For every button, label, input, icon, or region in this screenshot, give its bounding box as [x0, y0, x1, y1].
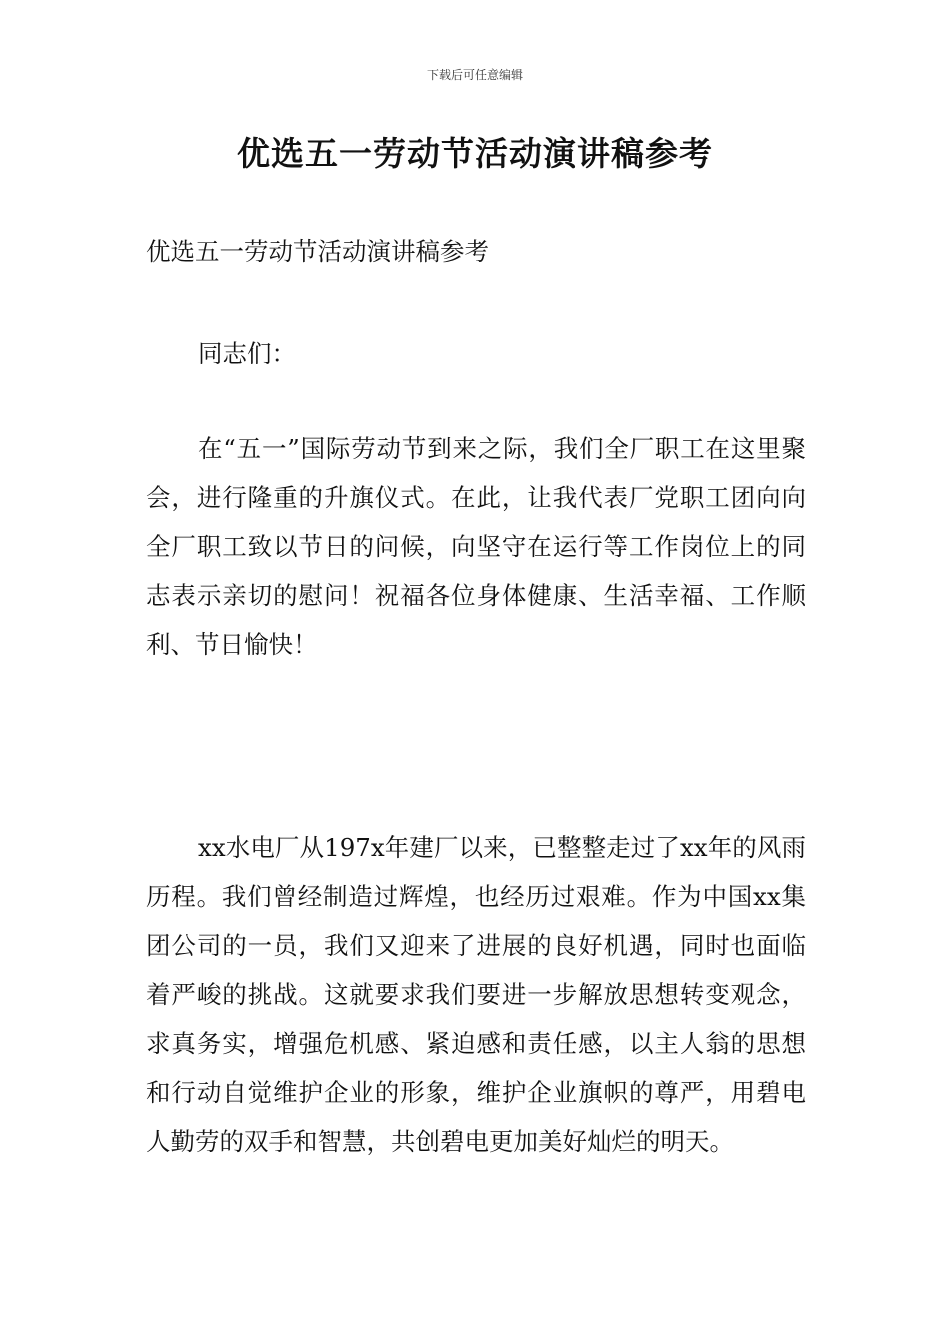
document-subtitle: 优选五一劳动节活动演讲稿参考 [146, 237, 489, 266]
header-note: 下载后可任意编辑 [426, 68, 523, 82]
document-title: 优选五一劳动节活动演讲稿参考 [237, 134, 713, 173]
greeting: 同志们： [198, 339, 296, 368]
paragraph-1: 在“五一”国际劳动节到来之际，我们全厂职工在这里聚会，进行隆重的升旗仪式。在此，让我代表厂党职工团向向全厂职工致以节日的问候，向坚守在运行等工作岗位上的同志表示亲切的慰问！祝福各位身体健康、生活幸福、工作顺利、节日愉快！ [146, 434, 806, 659]
paragraph-2: xx水电厂从197x年建厂以来，已整整走过了xx年的风雨历程。我们曾经制造过辉煌，也经历过艰难。作为中国xx集团公司的一员，我们又迎来了进展的良好机遇，同时也面临着严峻的挑战。这就要求我们要进一步解放思想转变观念，求真务实，增强危机感、紧迫感和责任感，以主人翁的思想和行动自觉维护企业的形象，维护企业旗帜的尊严，用碧电人勤劳的双手和智慧，共创碧电更加美好灿烂的明天。 [146, 833, 806, 1156]
